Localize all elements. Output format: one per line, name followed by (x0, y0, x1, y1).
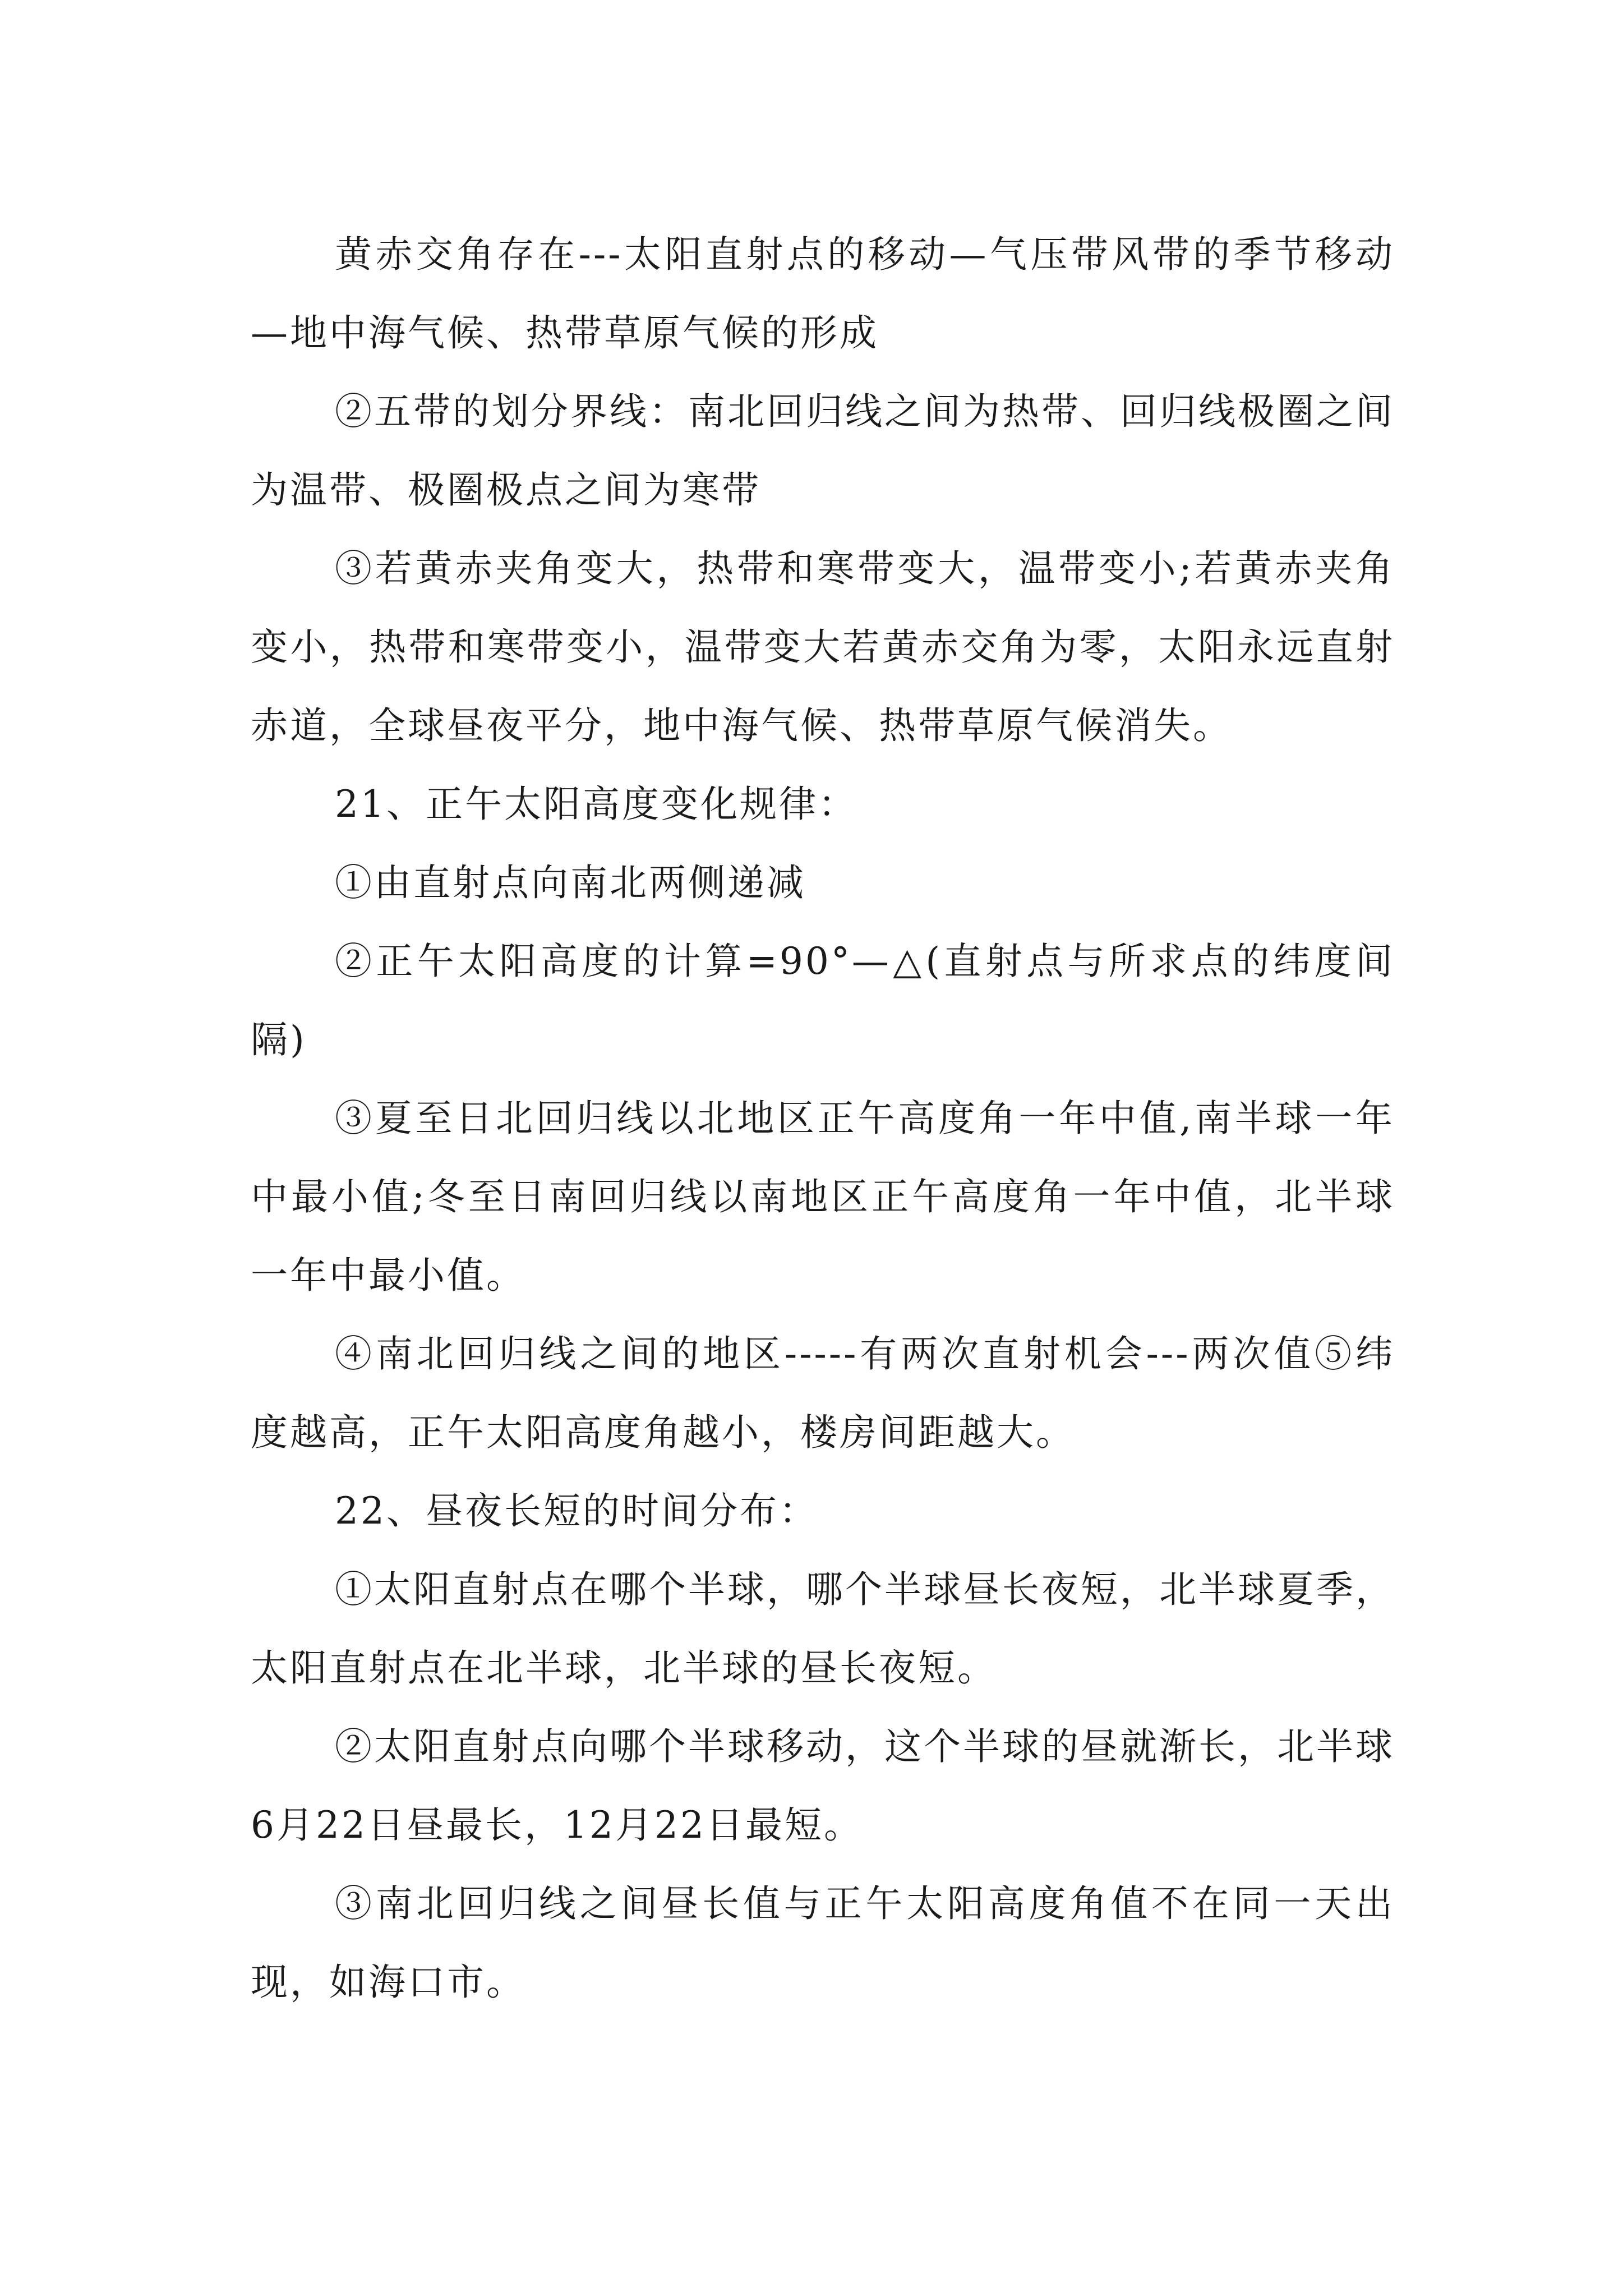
paragraph-altitude-decrease: ①由直射点向南北两侧递减 (335, 861, 806, 904)
paragraph-day-length-hemisphere: ①太阳直射点在哪个半球，哪个半球昼长夜短，北半球夏季，太阳直射点在北半球，北半球的昼长夜短。 (251, 1568, 1395, 1690)
paragraph-obliquity-change: ③若黄赤夹角变大，热带和寒带变大，温带变小;若黄赤夹角变小，热带和寒带变小，温带变大若黄赤交角为零，太阳永远直射赤道，全球昼夜平分，地中海气候、热带草原气候消失。 (251, 547, 1395, 747)
paragraph-altitude-formula: ②正午太阳高度的计算=90°—△(直射点与所求点的纬度间隔) (251, 940, 1395, 1061)
paragraph-solstice-altitude: ③夏至日北回归线以北地区正午高度角一年中值,南半球一年中最小值;冬至日南回归线以南地区正午高度角一年中值，北半球一年中最小值。 (251, 1097, 1395, 1297)
heading-day-length: 22、昼夜长短的时间分布： (335, 1489, 818, 1533)
paragraph-ecliptic-obliquity: 黄赤交角存在---太阳直射点的移动—气压带风带的季节移动—地中海气候、热带草原气候的形成 (251, 233, 1395, 355)
heading-noon-sun-altitude: 21、正午太阳高度变化规律： (335, 783, 857, 826)
paragraph-five-zones: ②五带的划分界线：南北回归线之间为热带、回归线极圈之间为温带、极圈极点之间为寒带 (251, 390, 1395, 512)
paragraph-day-length-movement: ②太阳直射点向哪个半球移动，这个半球的昼就渐长，北半球6月22日昼最长，12月22日最短。 (251, 1725, 1395, 1847)
document-body (251, 215, 1395, 2022)
paragraph-haikou-example: ③南北回归线之间昼长值与正午太阳高度角值不在同一天出现，如海口市。 (251, 1882, 1395, 2004)
paragraph-tropics-direct-sun: ④南北回归线之间的地区-----有两次直射机会---两次值⑤纬度越高，正午太阳高度角越小，楼房间距越大。 (251, 1332, 1395, 1454)
